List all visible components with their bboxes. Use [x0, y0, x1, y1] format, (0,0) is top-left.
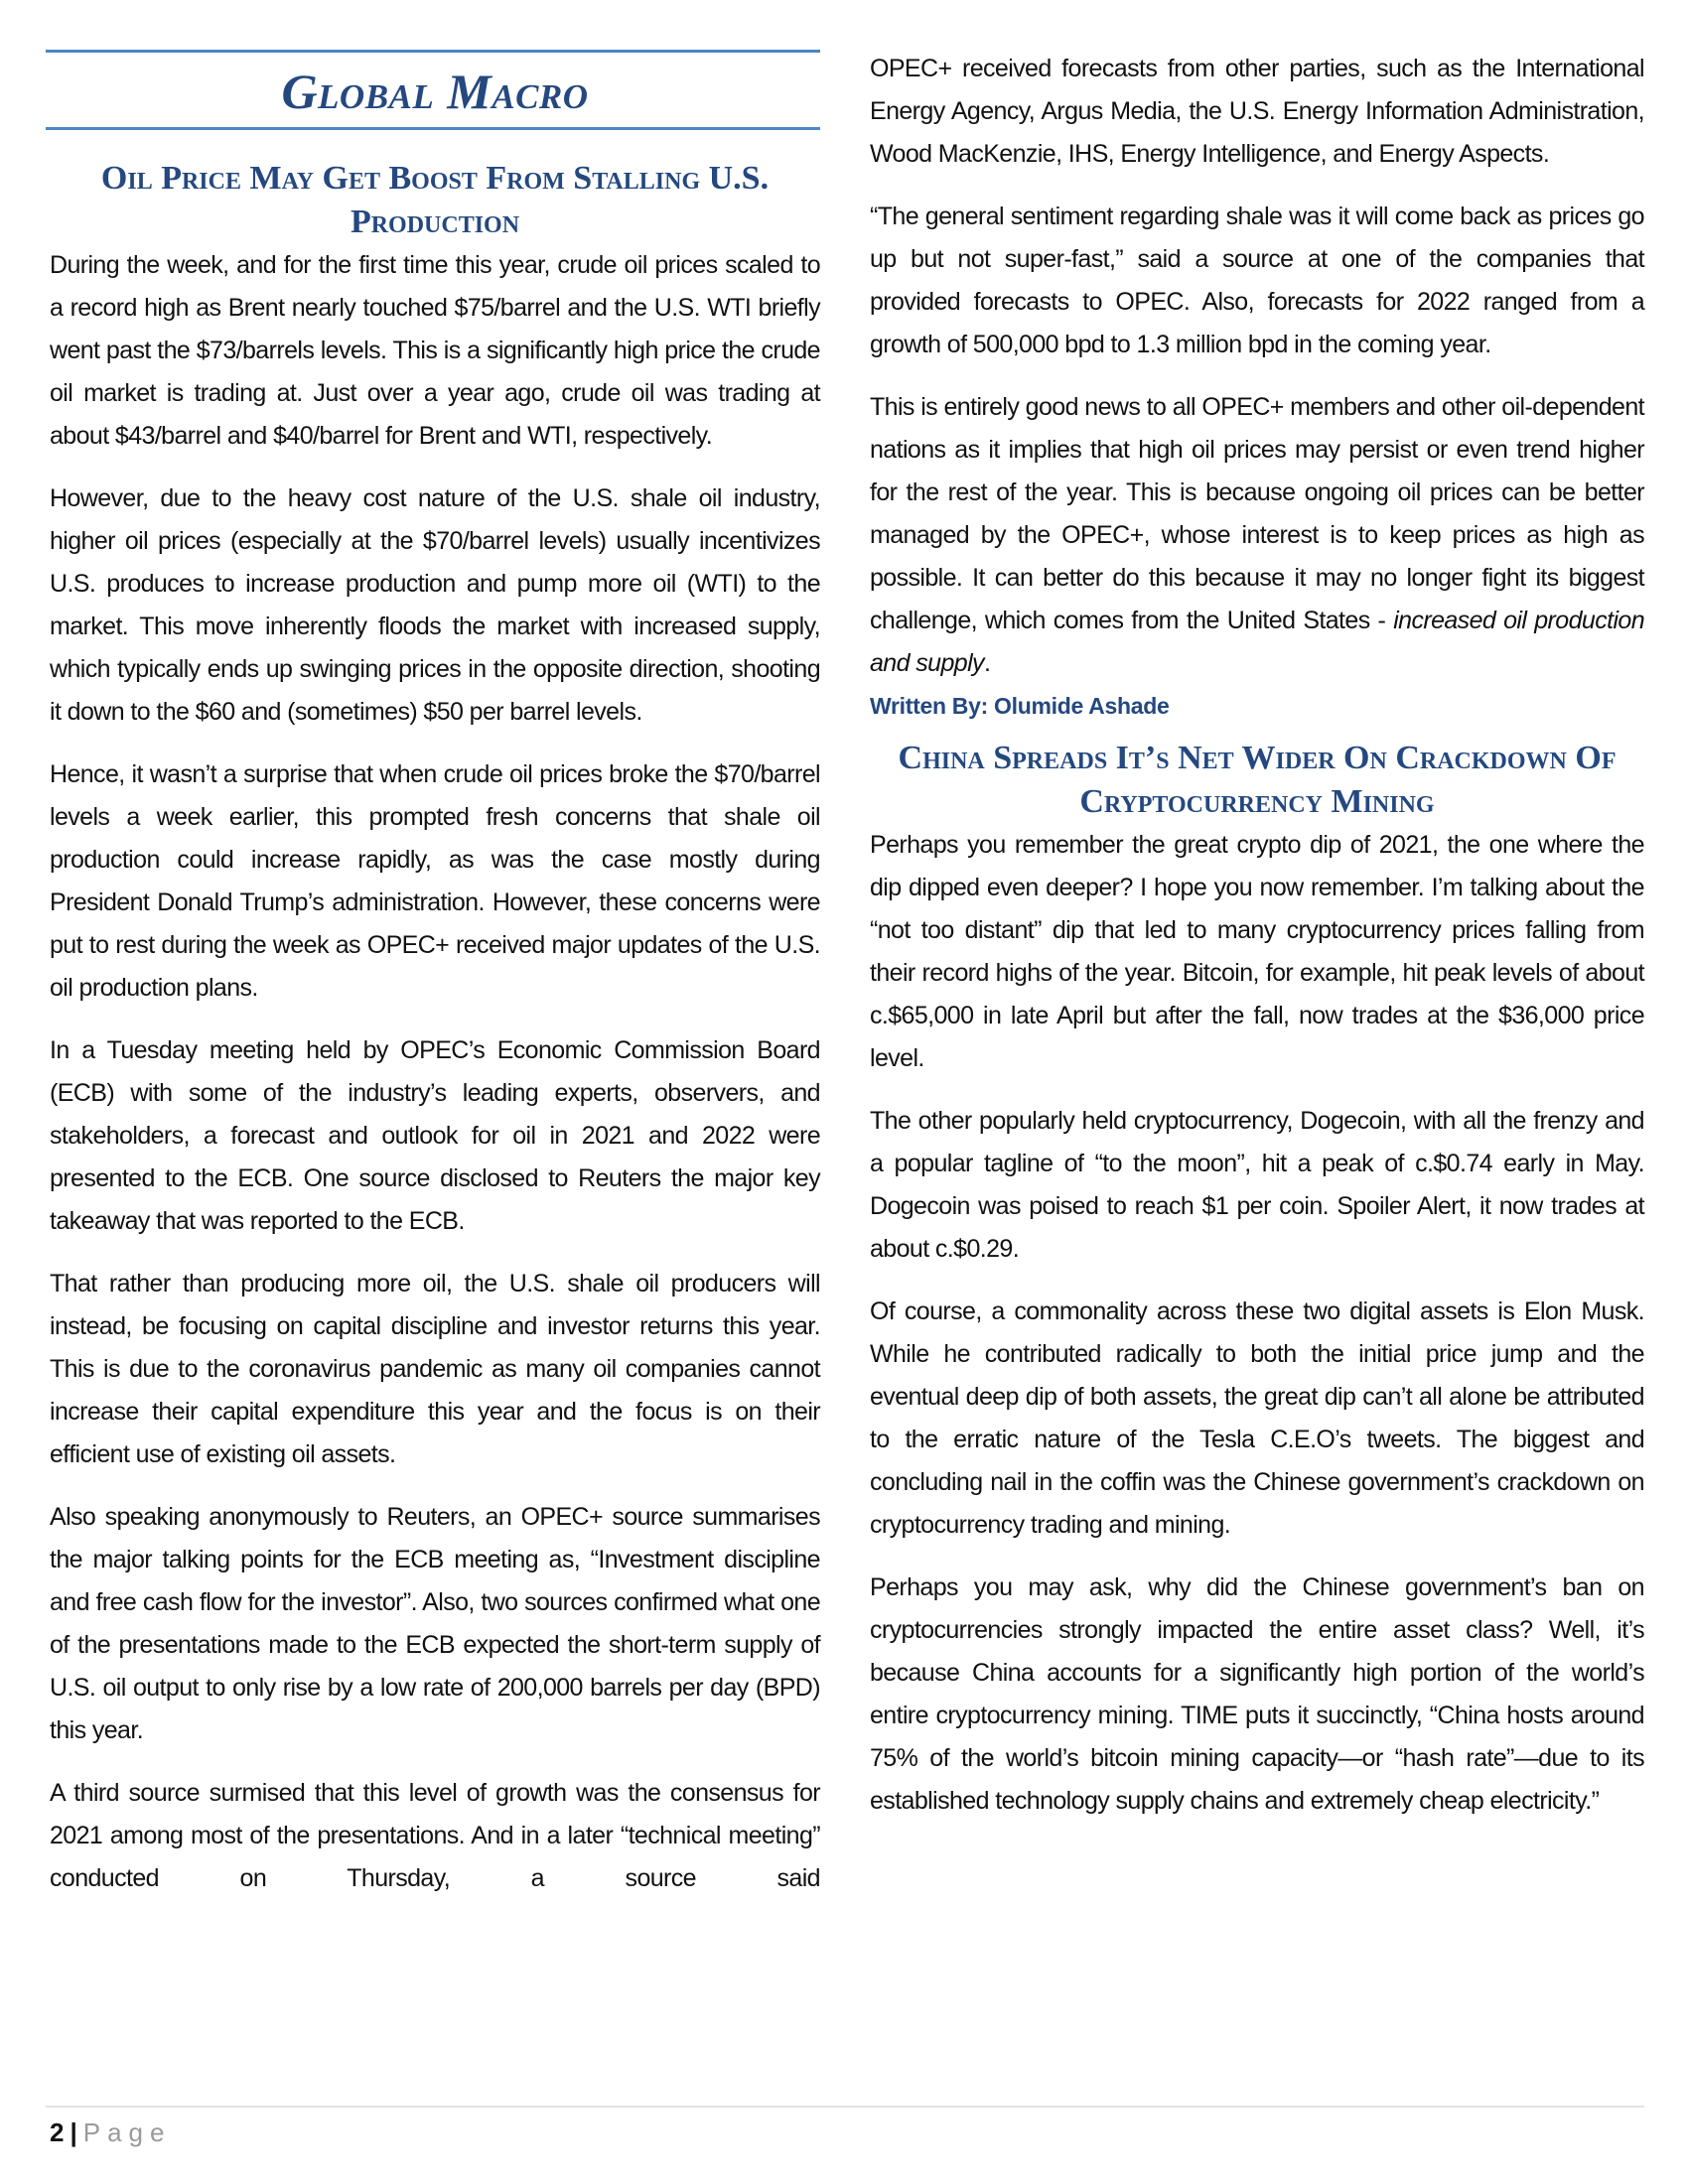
page-label: Page — [82, 2117, 172, 2147]
closing-text: This is entirely good news to all OPEC+ members and other oil-dependent nations as it implies that high oil prices may persist or even trend higher for the rest of the year. This is because ongoing oil prices can be better managed by the OPEC+, whose interest is to keep prices as high as possible. It can better do this because it may no longer fight its biggest challenge, which comes from the United States - — [870, 393, 1644, 634]
paragraph: Hence, it wasn’t a surprise that when crude oil prices broke the $70/barrel levels a week earlier, this prompted fresh concerns that shale oil production could increase rapidly, as was the case mostly during President Donald Trump’s administration. However, these concerns were put to rest during the week as OPEC+ received major updates of the U.S. oil production plans. — [50, 760, 820, 1002]
paragraph: During the week, and for the first time this year, crude oil prices scaled to a record high as Brent nearly touched $75/barrel and the U.S. WTI briefly went past the $73/barrels levels. This is a significantly high price the crude oil market is trading at. Just over a year ago, crude oil was trading at about $43/barrel and $40/barrel for Brent and WTI, respectively. — [50, 251, 820, 450]
paragraph: “The general sentiment regarding shale was it will come back as prices go up but not super-fast,” said a source at one of the companies that provided forecasts to OPEC. Also, forecasts for 2022 ranged from a growth of 500,000 bpd to 1.3 million bpd in the coming year. — [870, 203, 1644, 358]
headline-line-1: China Spreads It’s Net Wider On Crackdown Of — [898, 740, 1617, 776]
page-number: 2 — [50, 2117, 65, 2147]
section-top-rule — [46, 50, 820, 53]
footer-rule — [46, 2106, 1644, 2108]
closing-italic-text: increased oil production and supply — [870, 607, 1645, 677]
article-oil-headline — [50, 157, 820, 244]
article-oil-body — [50, 244, 820, 1900]
section-bottom-rule — [46, 127, 820, 130]
article-china-body — [870, 824, 1644, 1823]
paragraph: Also speaking anonymously to Reuters, an OPEC+ source summarises the major talking points for the ECB meeting as, “Investment discipline and free cash flow for the investor”. Also, two sources confirmed what one of the presentations made to the ECB expected the short-term supply of U.S. oil output to only rise by a low rate of 200,000 barrels per day (BPD) this year. — [50, 1503, 820, 1744]
headline-line-2: Cryptocurrency Mining — [1079, 783, 1435, 820]
paragraph: Of course, a commonality across these two digital assets is Elon Musk. While he contributed radically to both the initial price jump and the eventual deep dip of both assets, the great dip can’t all alone be attributed to the erratic nature of the Tesla C.E.O’s tweets. The biggest and concluding nail in the coffin was the Chinese government’s crackdown on cryptocurrency trading and mining. — [870, 1297, 1644, 1539]
paragraph: OPEC+ received forecasts from other parties, such as the International Energy Agency, Argus Media, the U.S. Energy Information Administration, Wood MacKenzie, IHS, Energy Intelligence, and Energy Aspects. — [870, 55, 1644, 168]
right-column — [870, 48, 1644, 1823]
page-footer — [50, 2115, 171, 2150]
author-byline: Written By: Olumide Ashade — [870, 693, 1170, 719]
paragraph: In a Tuesday meeting held by OPEC’s Economic Commission Board (ECB) with some of the industry’s leading experts, observers, and stakeholders, a forecast and outlook for oil in 2021 and 2022 were presented to the ECB. One source disclosed to Reuters the major key takeaway that was reported to the ECB. — [50, 1036, 820, 1235]
headline-line-2: Production — [350, 204, 520, 240]
footer-separator: | — [70, 2117, 77, 2147]
paragraph: A third source surmised that this level of growth was the consensus for 2021 among most of the presentations. And in a later “technical meeting” conducted on Thursday, a source said — [50, 1779, 820, 1892]
closing-period: . — [983, 649, 991, 677]
article-oil-continued — [870, 48, 1644, 685]
section-title: Global Macro — [281, 64, 589, 119]
article-china-headline — [870, 737, 1644, 824]
headline-line-1: Oil Price May Get Boost From Stalling U.S. — [100, 160, 770, 197]
paragraph: Perhaps you may ask, why did the Chinese government’s ban on cryptocurrencies strongly impacted the entire asset class? Well, it’s because China accounts for a significantly high portion of the world’s entire cryptocurrency mining. TIME puts it succinctly, “China hosts around 75% of the world’s bitcoin mining capacity—or “hash rate”—due to its established technology supply chains and extremely cheap electricity.” — [870, 1573, 1644, 1815]
paragraph: That rather than producing more oil, the U.S. shale oil producers will instead, be focusing on capital discipline and investor returns this year. This is due to the coronavirus pandemic as many oil companies cannot increase their capital expenditure this year and the focus is on their efficient use of existing oil assets. — [50, 1270, 820, 1468]
left-column — [50, 157, 820, 1900]
paragraph: Perhaps you remember the great crypto dip of 2021, the one where the dip dipped even deeper? I hope you now remember. I’m talking about the “not too distant” dip that led to many cryptocurrency prices falling from their record highs of the year. Bitcoin, for example, hit peak levels of about c.$65,000 in late April but after the fall, now trades at the $36,000 price level. — [870, 831, 1644, 1072]
paragraph: The other popularly held cryptocurrency, Dogecoin, with all the frenzy and a popular tagline of “to the moon”, hit a peak of c.$0.74 early in May. Dogecoin was poised to reach $1 per coin. Spoiler Alert, it now trades at about c.$0.29. — [870, 1107, 1644, 1263]
paragraph: However, due to the heavy cost nature of the U.S. shale oil industry, higher oil prices (especially at the $70/barrel levels) usually incentivizes U.S. produces to increase production and pump more oil (WTI) to the market. This move inherently floods the market with increased supply, which typically ends up swinging prices in the opposite direction, shooting it down to the $60 and (sometimes) $50 per barrel levels. — [50, 484, 820, 726]
paragraph-closing — [870, 386, 1644, 685]
